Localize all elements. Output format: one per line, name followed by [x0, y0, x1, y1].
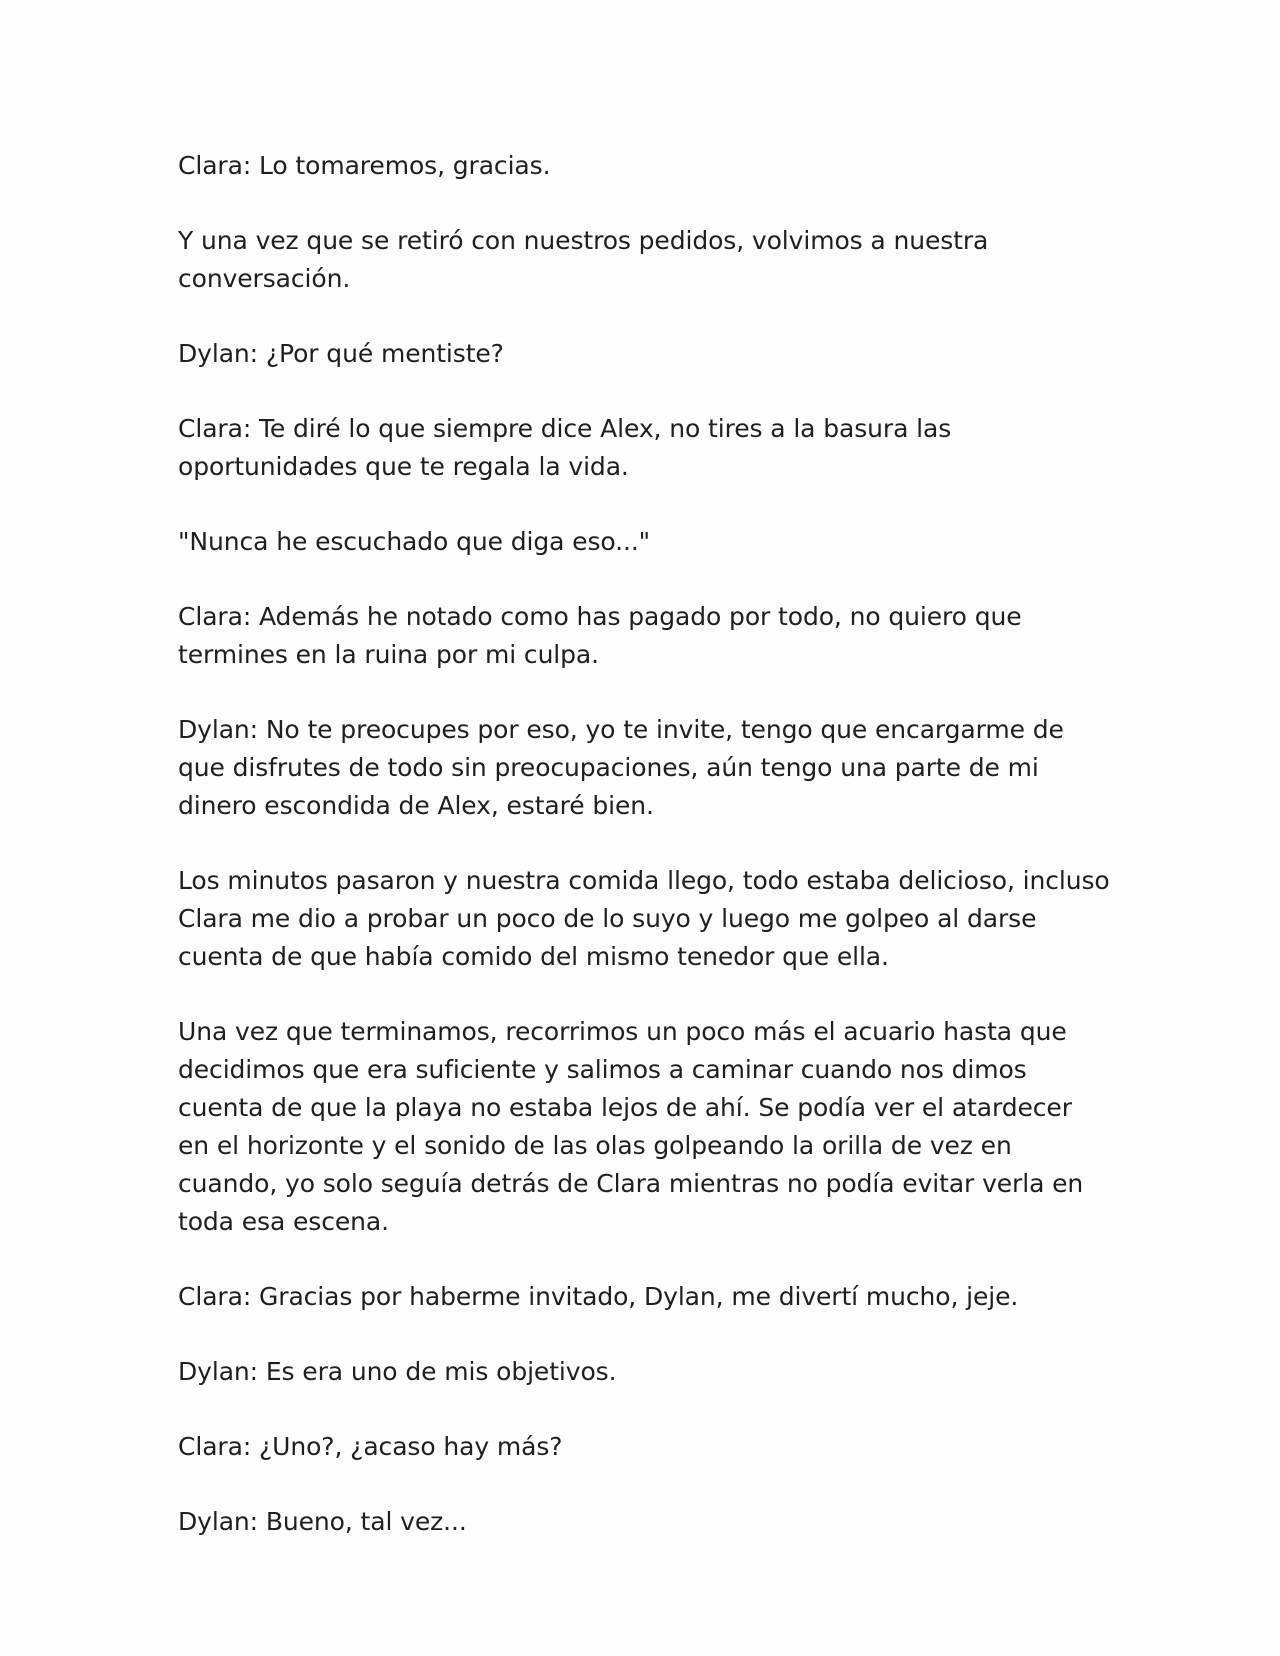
- paragraph-dylan-bueno: Dylan: Bueno, tal vez...: [178, 1507, 467, 1536]
- paragraph-clara-gracias: Clara: Gracias por haberme invitado, Dylan, me divertí mucho, jeje.: [178, 1282, 1019, 1311]
- paragraph-narration-comida: Los minutos pasaron y nuestra comida llego, todo estaba delicioso, incluso Clara me dio a probar un poco de lo suyo y luego me golpeo al darse cuenta de que había comido del mismo tenedor que ella.: [178, 866, 1110, 971]
- paragraph-narration-pedidos: Y una vez que se retiró con nuestros pedidos, volvimos a nuestra conversación.: [178, 226, 989, 293]
- paragraph-narration-acuario-playa: Una vez que terminamos, recorrimos un poco más el acuario hasta que decidimos que era suficiente y salimos a caminar cuando nos dimos cuenta de que la playa no estaba lejos de ahí. Se podía ver el atardecer en el horizonte y el sonido de las olas golpeando la orilla de vez en cuando, yo solo seguía detrás de Clara mientras no podía evitar verla en toda esa escena.: [178, 1017, 1084, 1236]
- paragraph-clara-lo-tomaremos: Clara: Lo tomaremos, gracias.: [178, 151, 551, 180]
- paragraph-dylan-no-te-preocupes: Dylan: No te preocupes por eso, yo te invite, tengo que encargarme de que disfrutes de todo sin preocupaciones, aún tengo una parte de mi dinero escondida de Alex, estaré bien.: [178, 715, 1064, 820]
- paragraph-clara-uno: Clara: ¿Uno?, ¿acaso hay más?: [178, 1432, 563, 1461]
- paragraph-clara-pagado: Clara: Además he notado como has pagado por todo, no quiero que termines en la ruina por mi culpa.: [178, 602, 1022, 669]
- paragraph-inner-thought: "Nunca he escuchado que diga eso...": [178, 527, 651, 556]
- paragraph-dylan-objetivos: Dylan: Es era uno de mis objetivos.: [178, 1357, 617, 1386]
- paragraph-clara-oportunidades: Clara: Te diré lo que siempre dice Alex, no tires a la basura las oportunidades que te regala la vida.: [178, 414, 952, 481]
- paragraph-dylan-por-que-mentiste: Dylan: ¿Por qué mentiste?: [178, 339, 504, 368]
